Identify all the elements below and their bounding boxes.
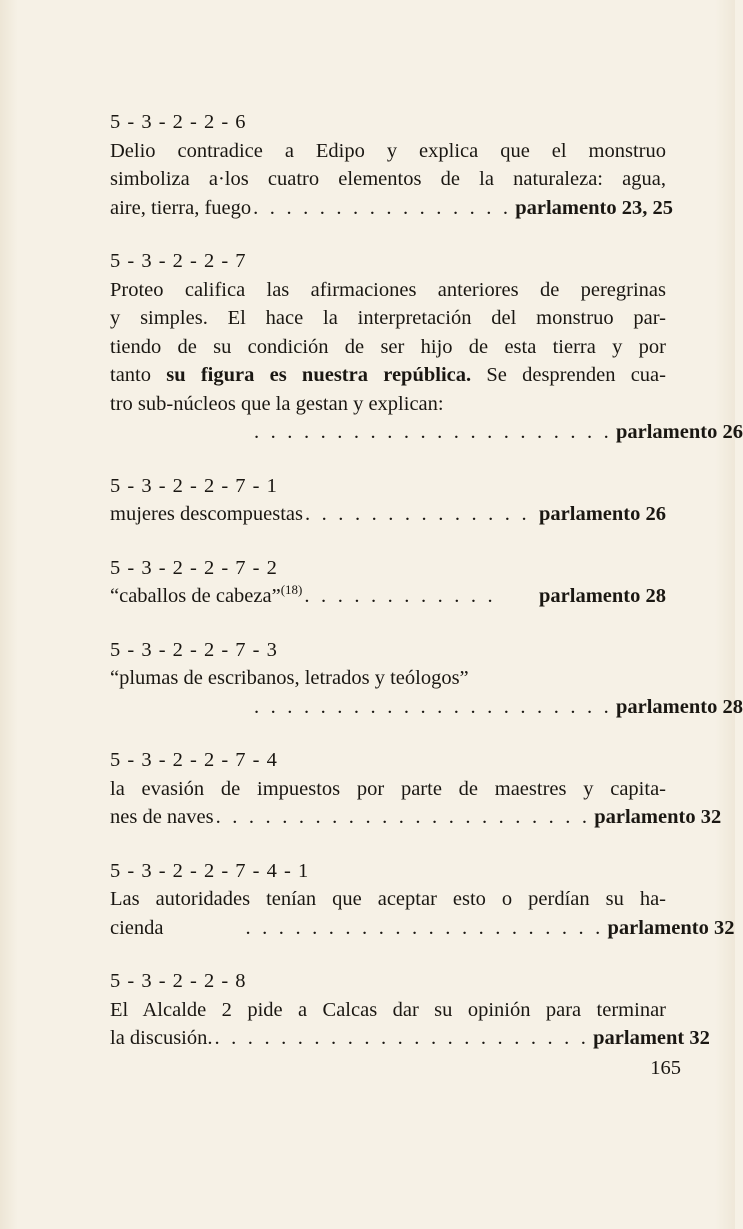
entry-reference: parlamento 23, 25: [515, 196, 673, 219]
entry-text-line: Delio contradice a Edipo y explica que el monstruo: [110, 139, 666, 162]
entry-text-line: “plumas de escribanos, letrados y teólogos”: [110, 667, 469, 689]
entry-text-line: [110, 582, 302, 611]
index-entry: [110, 247, 743, 447]
index-entry: [110, 108, 673, 222]
dot-leader: . . . . . . . . . . . . . . . . . . . . . .: [245, 916, 604, 939]
entry-reference: parlamento 28: [539, 585, 666, 607]
entry-text-line: tiendo de su condición de ser hijo de esta tierra y por: [110, 335, 666, 358]
entry-text-line: aire, tierra, fuego: [110, 196, 252, 219]
index-content: [110, 108, 743, 1053]
entry-text-line: Las autoridades tenían que aceptar esto o perdían su ha-: [110, 888, 666, 910]
page-number: 165: [650, 1057, 681, 1079]
entry-text-fragment: tanto: [110, 364, 167, 386]
dot-leader: . . . . . . . . . . . . . . . . . . . . . .: [254, 695, 612, 718]
entry-leader-line: [110, 582, 666, 611]
entry-reference: parlamento 32: [607, 916, 735, 939]
entry-text-fragment: Se desprenden cua-: [471, 364, 666, 386]
entry-reference: parlamento 26: [615, 421, 743, 443]
dot-leader: . . . . . . . . . . . . . . . . . . . . . .: [254, 421, 612, 443]
entry-code: 5 - 3 - 2 - 2 - 7 - 2: [110, 556, 278, 579]
entry-leader-line: [110, 194, 673, 223]
index-entry: [110, 857, 735, 943]
entry-text-line: mujeres descompuestas: [110, 503, 303, 525]
entry-code: 5 - 3 - 2 - 2 - 7: [110, 250, 247, 272]
dot-leader: . . . . . . . . . . . .: [304, 585, 496, 607]
entry-text-line: tro sub-núcleos que la gestan y explican:: [110, 392, 444, 415]
entry-leader-line: [110, 1024, 710, 1053]
entry-text-line: [110, 361, 666, 390]
dot-leader: . . . . . . . . . . . . . . . . . . . . . . .: [215, 806, 591, 828]
dot-leader: . . . . . . . . . . . . . . . .: [253, 196, 512, 219]
entry-code: 5 - 3 - 2 - 2 - 7 - 1: [110, 474, 278, 497]
entry-code: 5 - 3 - 2 - 2 - 7 - 4: [110, 749, 278, 771]
entry-code: 5 - 3 - 2 - 2 - 8: [110, 970, 247, 992]
entry-reference: parlamento 26: [539, 503, 666, 525]
emphasized-phrase: su figura es nuestra república.: [166, 364, 472, 386]
entry-text-line: simboliza a·los cuatro elementos de la naturaleza: agua,: [110, 168, 666, 190]
entry-reference: parlamento 32: [594, 806, 722, 828]
footnote-marker: (18): [280, 582, 303, 598]
entry-text-line: nes de naves: [110, 806, 214, 828]
entry-leader-line: [110, 693, 743, 722]
entry-text-line: la evasión de impuestos por parte de maestres y capita-: [110, 777, 666, 800]
entry-reference: parlamento 28: [615, 695, 743, 718]
dot-leader: . . . . . . . . . . . . . . . . . . . . . . .: [214, 1027, 590, 1049]
entry-text-line: la discusión.: [110, 1027, 213, 1049]
entry-code: 5 - 3 - 2 - 2 - 7 - 4 - 1: [110, 859, 310, 882]
entry-text-line: y simples. El hace la interpretación del monstruo par-: [110, 307, 666, 329]
entry-code: 5 - 3 - 2 - 2 - 7 - 3: [110, 638, 278, 661]
entry-leader-line: [110, 803, 722, 832]
index-entry: [110, 746, 722, 832]
entry-text-fragment: “caballos de cabeza”: [110, 585, 281, 607]
index-entry: [110, 636, 743, 722]
entry-text-line: Proteo califica las afirmaciones anteriores de peregrinas: [110, 278, 666, 301]
entry-leader-line: [110, 500, 666, 529]
entry-text-line: cienda: [110, 916, 164, 939]
index-entry: [110, 967, 710, 1053]
entry-reference: parlament 32: [593, 1027, 710, 1049]
dot-leader: . . . . . . . . . . . . . .: [305, 503, 530, 525]
index-entry: [110, 554, 666, 611]
entry-leader-line: [110, 914, 735, 943]
entry-leader-line: [110, 418, 743, 447]
entry-code: 5 - 3 - 2 - 2 - 6: [110, 111, 247, 133]
entry-text-line: El Alcalde 2 pide a Calcas dar su opinión para terminar: [110, 998, 666, 1021]
index-entry: [110, 472, 666, 529]
